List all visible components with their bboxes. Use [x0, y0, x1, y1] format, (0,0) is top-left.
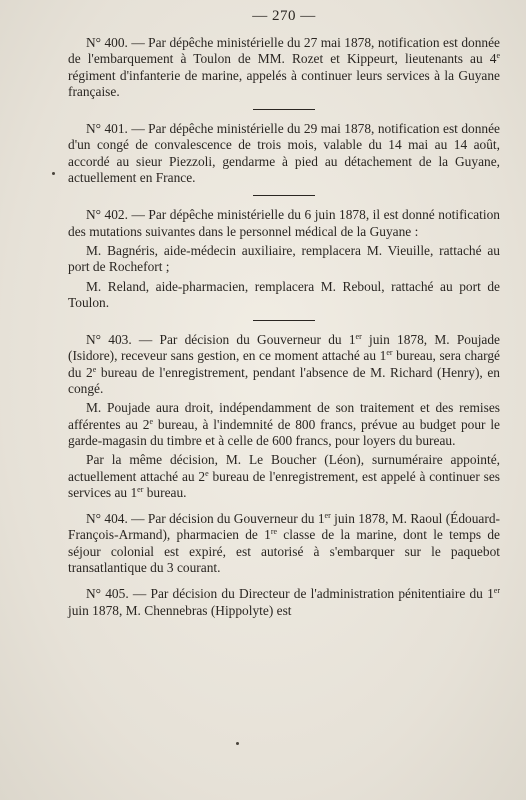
entry-paragraph: M. Reland, aide-pharmacien, remplacera M. Reboul, rattaché au port de Toulon. [68, 278, 500, 310]
entry-paragraph: M. Bagnéris, aide-médecin auxiliaire, remplacera M. Vieuille, rattaché au port de Rochefort ; [68, 242, 500, 275]
entry-paragraph: N° 402. — Par dépêche ministérielle du 6 juin 1878, il est donné notification des mutations suivantes dans le personnel médical de la Guyane : [68, 207, 500, 239]
entry-paragraph: N° 405. — Par décision du Directeur de l'administration pénitentiaire du 1er juin 1878, M. Chennebras (Hippolyte) est [68, 586, 500, 618]
entry-paragraph: Par la même décision, M. Le Boucher (Léon), surnuméraire appointé, actuellement attaché au 2e bureau de l'enregistrement, est appelé à continuer ses services au 1er bureau. [68, 452, 500, 500]
entry-paragraph: N° 400. — Par dépêche ministérielle du 27 mai 1878, notification est donnée de l'embarquement à Toulon de MM. Rozet et Kippeurt, lieutenants au 4e régiment d'infanterie de marine, appelés à continuer leurs services à la Guyane française. [68, 35, 500, 99]
entry-401 [68, 121, 500, 186]
paper-speck [52, 172, 55, 175]
paper-speck [236, 742, 239, 745]
page-number: — 270 — [252, 8, 316, 24]
entry-400 [68, 35, 500, 100]
entry-spacer [68, 576, 500, 586]
section-divider [253, 320, 315, 321]
entry-paragraph: N° 404. — Par décision du Gouverneur du 1er juin 1878, M. Raoul (Édouard-François-Armand), pharmacien de 1re classe de la marine, dont le temps de séjour colonial est expiré, est autorisé à s'embarquer sur le paquebot transatlantique du 3 courant. [68, 511, 500, 576]
entry-paragraph: N° 401. — Par dépêche ministérielle du 29 mai 1878, notification est donnée d'un congé de convalescence de trois mois, valable du 14 mai au 14 août, accordé au sieur Piezzoli, gendarme à pied au détachement de la Guyane, actuellement en France. [68, 121, 500, 186]
entry-paragraph: N° 403. — Par décision du Gouverneur du 1er juin 1878, M. Poujade (Isidore), receveur sans gestion, en ce moment attaché au 1er bureau, sera chargé du 2e bureau de l'enregistrement, pendant l'absence de M. Richard (Henry), en congé. [68, 332, 501, 397]
entry-405 [68, 586, 500, 619]
entry-paragraph: M. Poujade aura droit, indépendamment de son traitement et des remises afférentes au 2e bureau, à l'indemnité de 800 francs, prévue au budget pour le garde-magasin du timbre et à celle de 600 francs, pour loyers du bureau. [68, 400, 500, 448]
entry-spacer [68, 501, 500, 511]
entry-402 [68, 207, 500, 311]
entry-404 [68, 511, 500, 576]
section-divider [253, 109, 315, 110]
section-divider [253, 195, 315, 196]
entry-403 [68, 332, 500, 501]
